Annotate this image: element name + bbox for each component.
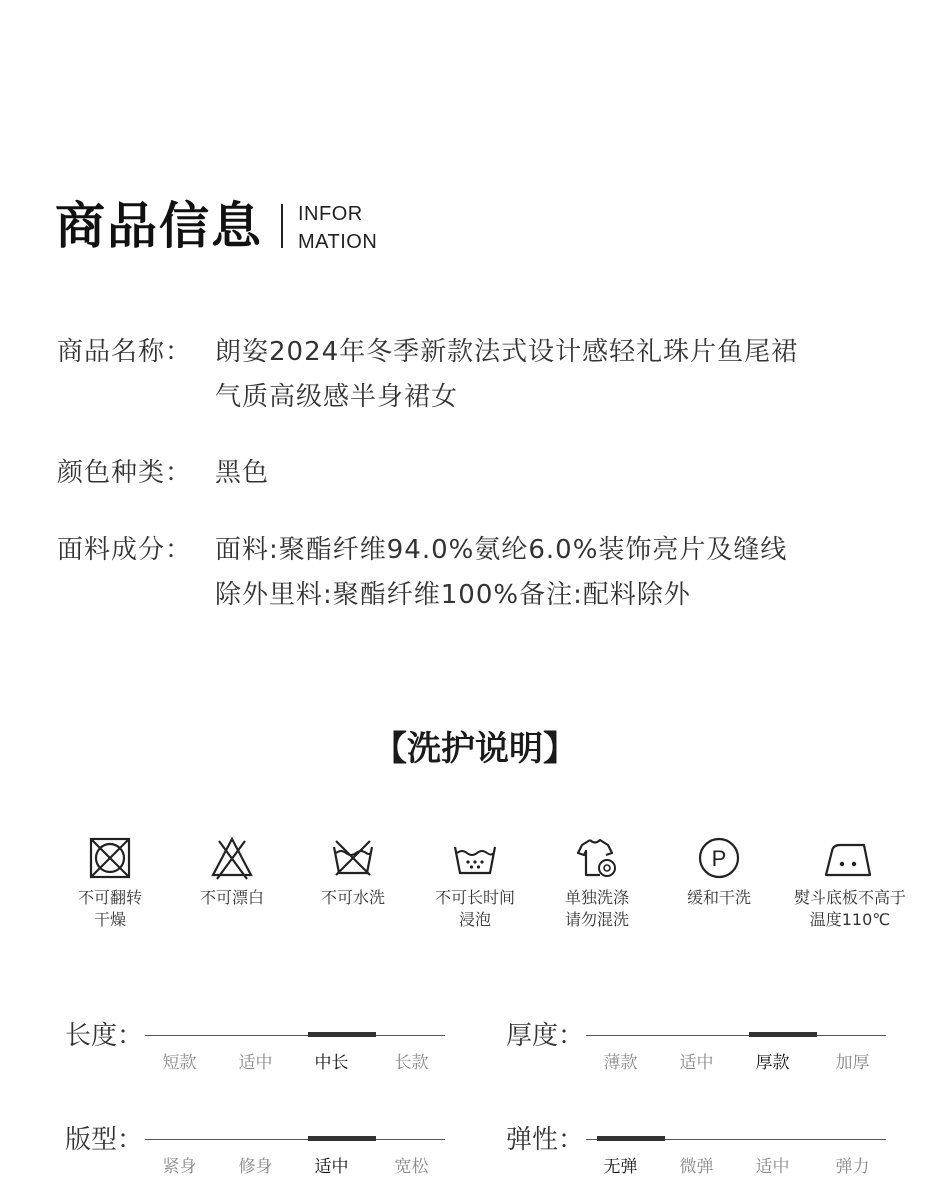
scale-option: 短款	[162, 1053, 197, 1073]
care-label-line-2: 干燥	[93, 910, 126, 929]
no-tumble-dry-icon	[87, 835, 133, 881]
care-item-wash-separately	[527, 835, 667, 931]
care-item-no-soak	[405, 835, 545, 931]
care-label-line-1: 熨斗底板不高于	[793, 888, 906, 907]
care-label	[40, 887, 180, 931]
care-label-line-1: 单独洗涤	[564, 888, 629, 907]
product-name-value	[215, 330, 915, 420]
no-bleach-icon	[209, 835, 255, 881]
scale-label: 厚度：	[506, 1021, 585, 1051]
product-name-line-1: 朗姿2024年冬季新款法式设计感轻礼珠片鱼尾裙	[215, 337, 799, 367]
care-label	[649, 887, 789, 909]
care-item-iron	[780, 835, 920, 931]
page-title: 商品信息	[55, 197, 263, 255]
scale-label: 版型：	[65, 1125, 144, 1155]
color-value: 黑色	[215, 458, 270, 488]
care-label-line-2: 温度110℃	[809, 910, 891, 929]
color-row	[57, 451, 917, 496]
care-label-line-1: 不可长时间	[434, 888, 515, 907]
care-label	[527, 887, 667, 931]
fabric-value	[215, 528, 915, 618]
scale-elasticity	[506, 1125, 896, 1190]
care-item-no-wash	[283, 835, 423, 909]
scale-thickness	[506, 1021, 896, 1095]
product-name-row	[57, 330, 917, 420]
scale-option: 适中	[679, 1053, 714, 1073]
scale-option: 微弹	[679, 1157, 714, 1177]
care-label-line-1: 不可水洗	[320, 888, 385, 907]
care-label-line-1: 不可漂白	[199, 888, 264, 907]
care-label-line-2: 浸泡	[458, 910, 491, 929]
care-title: 【洗护说明】	[373, 729, 577, 769]
iron-icon	[824, 835, 876, 881]
scale-option: 长款	[394, 1053, 429, 1073]
fabric-row	[57, 528, 917, 618]
svg-text:P: P	[711, 846, 727, 871]
scale-label: 弹性：	[506, 1125, 585, 1155]
scale-option: 宽松	[394, 1157, 429, 1177]
scale-option: 适中	[314, 1157, 349, 1177]
no-wash-icon	[330, 835, 376, 881]
scale-option: 中长	[314, 1053, 349, 1073]
subtitle-line-2: MATION	[298, 231, 378, 253]
wash-separately-icon	[574, 835, 620, 881]
color-label: 颜色种类：	[57, 458, 193, 488]
care-label	[405, 887, 545, 931]
care-label	[780, 887, 920, 931]
scale-label: 长度：	[65, 1021, 144, 1051]
gentle-dry-clean-icon	[696, 835, 742, 881]
product-name-line-2: 气质高级感半身裙女	[215, 382, 459, 412]
scale-option: 弹力	[835, 1157, 870, 1177]
scale-option: 薄款	[603, 1053, 638, 1073]
care-label	[162, 887, 302, 909]
scale-track	[145, 1035, 445, 1036]
page-subtitle	[298, 200, 377, 256]
scale-selected-marker	[308, 1032, 376, 1037]
scale-option: 厚款	[755, 1053, 790, 1073]
care-item-no-tumble-dry	[40, 835, 180, 931]
scale-option: 适中	[238, 1053, 273, 1073]
scale-track	[145, 1139, 445, 1140]
subtitle-line-1: INFOR	[298, 203, 363, 225]
care-label	[283, 887, 423, 909]
title-divider	[281, 204, 283, 248]
care-label-line-1: 缓和干洗	[686, 888, 751, 907]
scale-track	[586, 1035, 886, 1036]
scale-option: 加厚	[835, 1053, 870, 1073]
scale-option: 无弹	[603, 1157, 638, 1177]
care-item-no-bleach	[162, 835, 302, 909]
care-label-line-1: 不可翻转	[77, 888, 142, 907]
fabric-label: 面料成分：	[57, 535, 193, 565]
scale-option: 紧身	[162, 1157, 197, 1177]
scale-track	[586, 1139, 886, 1140]
scale-option: 修身	[238, 1157, 273, 1177]
scale-length	[65, 1021, 455, 1095]
care-label-line-2: 请勿混洗	[564, 910, 629, 929]
product-name-label: 商品名称：	[57, 337, 193, 367]
fabric-line-1: 面料:聚酯纤维94.0%氨纶6.0%装饰亮片及缝线	[215, 535, 788, 565]
scale-selected-marker	[749, 1032, 817, 1037]
scale-option: 适中	[755, 1157, 790, 1177]
care-item-gentle-dry-clean	[649, 835, 789, 909]
fabric-line-2: 除外里料:聚酯纤维100%备注:配料除外	[215, 580, 691, 610]
scale-fit	[65, 1125, 455, 1190]
scale-selected-marker	[308, 1136, 376, 1141]
scale-selected-marker	[597, 1136, 665, 1141]
no-soak-icon	[452, 835, 498, 881]
